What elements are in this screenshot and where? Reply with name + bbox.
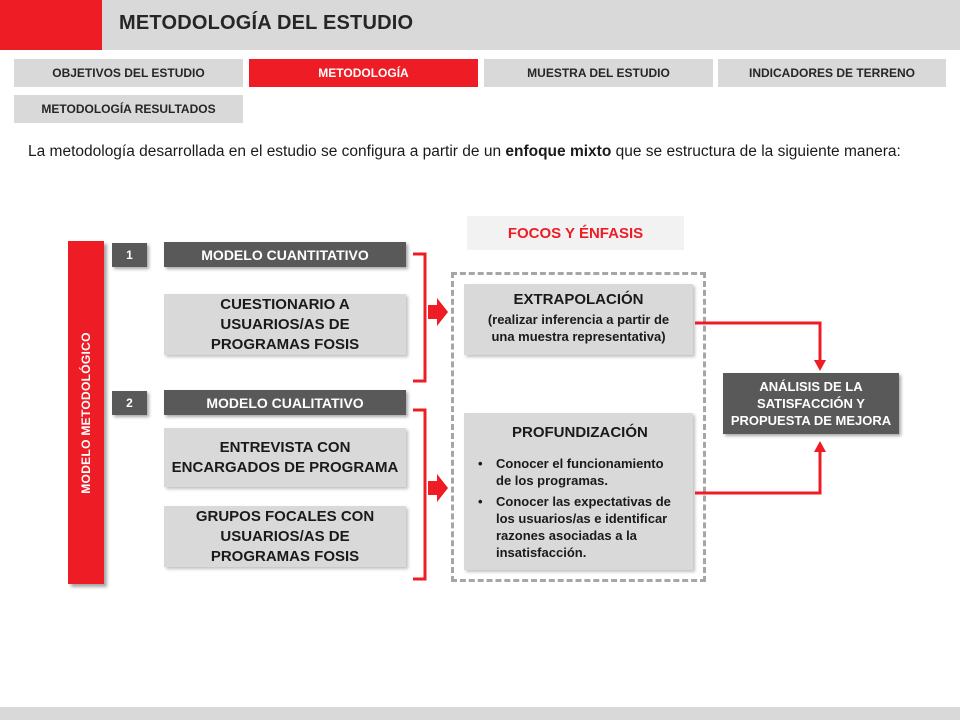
tab-muestra-del-estudio[interactable]: MUESTRA DEL ESTUDIO xyxy=(484,59,713,87)
questionnaire-box: CUESTIONARIO A USUARIOS/AS DE PROGRAMAS FOSIS xyxy=(164,294,406,355)
intro-text-end: que se estructura de la siguiente manera: xyxy=(611,143,901,160)
extrapolation-title: EXTRAPOLACIÓN xyxy=(513,291,644,308)
deepening-bullet: • Conocer el funcionamiento de los programas. xyxy=(474,455,685,489)
tab-objetivos-del-estudio[interactable]: OBJETIVOS DEL ESTUDIO xyxy=(14,59,243,87)
deepening-title: PROFUNDIZACIÓN xyxy=(512,424,648,441)
model-1-title: MODELO CUANTITATIVO xyxy=(164,242,406,267)
focus-emphasis-title: FOCOS Y ÉNFASIS xyxy=(467,216,684,250)
block-arrow-qualitative xyxy=(428,474,448,502)
bracket-model-1 xyxy=(413,254,425,381)
connector-extrapolation-to-result xyxy=(695,323,820,360)
model-2-number: 2 xyxy=(112,391,147,415)
satisfaction-analysis-box: ANÁLISIS DE LA SATISFACCIÓN Y PROPUESTA DE MEJORA xyxy=(723,373,899,434)
arrowhead-down xyxy=(814,360,826,371)
intro-text-start: La metodología desarrollada en el estudio se configura a partir de un xyxy=(28,143,506,160)
bracket-model-2 xyxy=(413,410,425,579)
deepening-bullet: • Conocer las expectativas de los usuarios/as e identificar razones asociadas a la insatisfacción. xyxy=(474,493,685,561)
block-arrow-quantitative xyxy=(428,298,448,326)
arrowhead-up xyxy=(814,441,826,452)
page-title: METODOLOGÍA DEL ESTUDIO xyxy=(119,12,414,34)
intro-text-bold: enfoque mixto xyxy=(505,143,612,160)
methodological-model-label: MODELO METODOLÓGICO xyxy=(79,331,93,494)
model-1-number: 1 xyxy=(112,243,147,267)
interview-box: ENTREVISTA CON ENCARGADOS DE PROGRAMA xyxy=(164,428,406,487)
extrapolation-subtitle: (realizar inferencia a partir de una muestra representativa) xyxy=(487,312,670,344)
footer-bar xyxy=(0,707,960,720)
model-2-title: MODELO CUALITATIVO xyxy=(164,390,406,415)
connector-deepening-to-result xyxy=(695,452,820,493)
tab-indicadores-de-terreno[interactable]: INDICADORES DE TERRENO xyxy=(718,59,946,87)
tab-metodologia-resultados[interactable]: METODOLOGÍA RESULTADOS xyxy=(14,95,243,123)
tab-metodologia[interactable]: METODOLOGÍA xyxy=(249,59,478,87)
focus-groups-box: GRUPOS FOCALES CON USUARIOS/AS DE PROGRAMAS FOSIS xyxy=(164,506,406,567)
